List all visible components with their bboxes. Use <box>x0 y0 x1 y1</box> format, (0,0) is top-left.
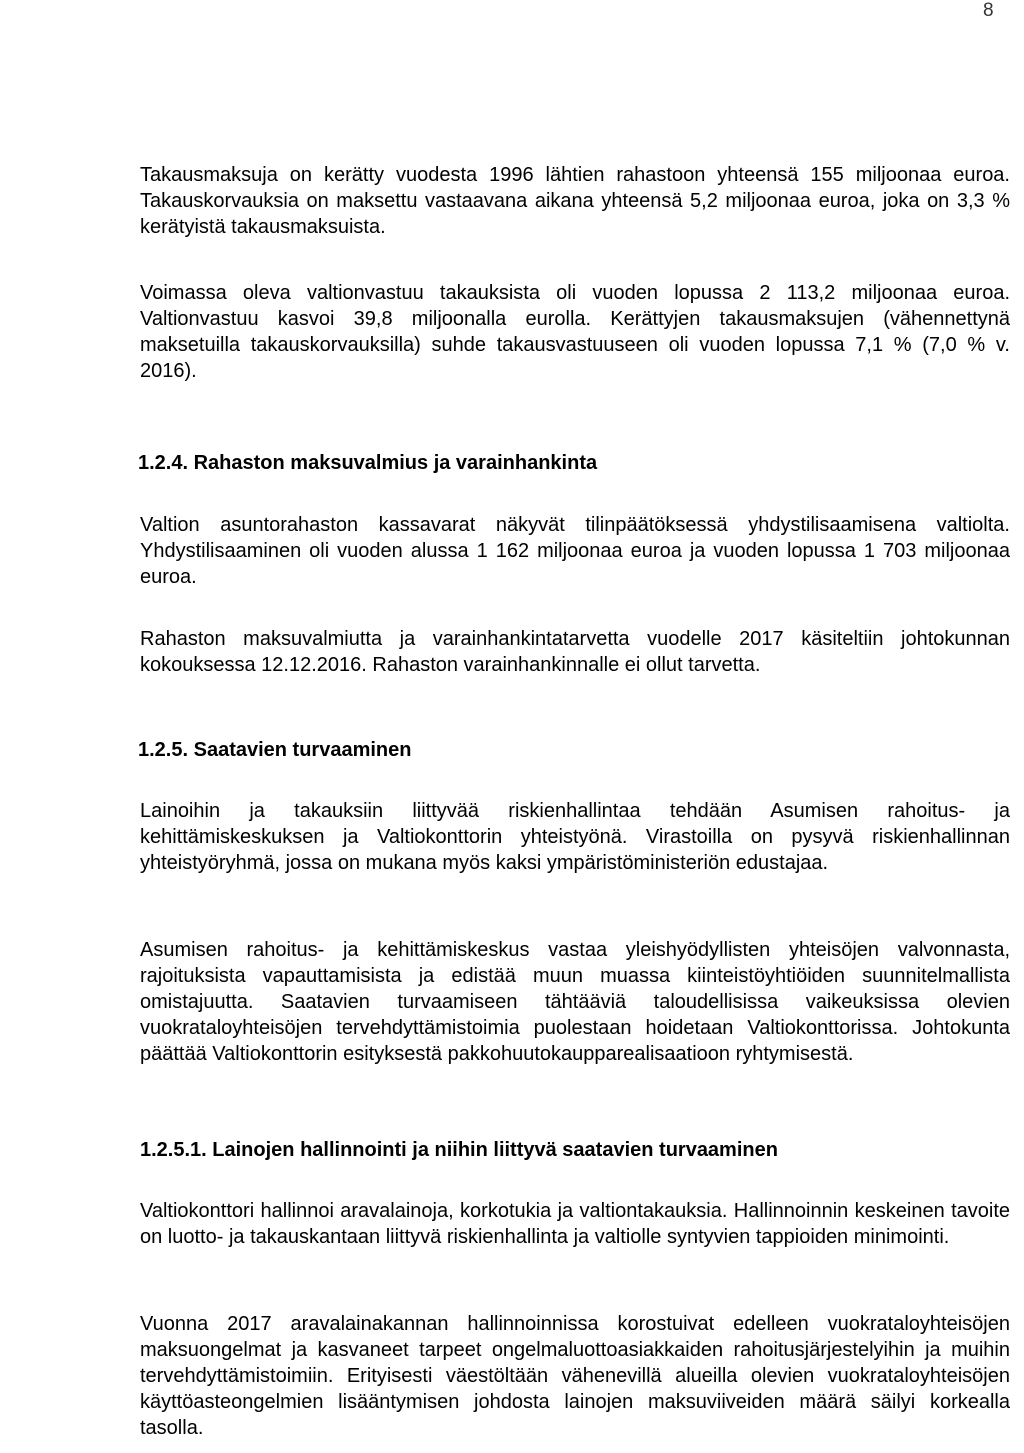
section-heading-1-2-4 <box>138 450 597 476</box>
section-number: 1.2.5. <box>138 739 189 761</box>
paragraph-supervision: Asumisen rahoitus- ja kehittämiskeskus vastaa yleishyödyllisten yhteisöjen valvonnasta, rajoituksista vapauttamisista ja edistää muun muassa kiinteistöyhtiöiden suunnitelmallista omistajuutta. Saatavien turvaamiseen tähtääviä taloudellisissa vaikeuksissa olevien vuokrataloyhteisöjen tervehdyttämistoimia puolestaan hoidetaan Valtiokonttorissa. Johtokunta päättää Valtiokonttorin esityksestä pakkohuutokaupparealisaatioon ryhtymisestä. <box>140 939 1010 1065</box>
section-heading-1-2-5-1 <box>140 1137 778 1163</box>
section-title: Saatavien turvaaminen <box>193 739 412 761</box>
paragraph-cash-funds: Valtion asuntorahaston kassavarat näkyvät tilinpäätöksessä yhdystilisaamisena valtiolta. Yhdystilisaaminen oli vuoden alussa 1 162 miljoonaa euroa ja vuoden lopussa 1 703 miljoonaa euroa. <box>140 514 1010 588</box>
paragraph-risk-management: Lainoihin ja takauksiin liittyvää riskienhallintaa tehdään Asumisen rahoitus- ja kehittämiskeskuksen ja Valtiokonttorin yhteistyönä. Virastoilla on pysyvä riskienhallinnan yhteistyöryhmä, jossa on mukana myös kaksi ympäristöministeriön edustajaa. <box>140 800 1010 874</box>
paragraph-liquidity: Rahaston maksuvalmiutta ja varainhankintatarvetta vuodelle 2017 käsiteltiin johtokunnan kokouksessa 12.12.2016. Rahaston varainhankinnalle ei ollut tarvetta. <box>140 628 1010 676</box>
page-number: 8 <box>983 0 994 21</box>
section-title: Rahaston maksuvalmius ja varainhankinta <box>193 452 598 474</box>
paragraph-state-liability: Voimassa oleva valtionvastuu takauksista oli vuoden lopussa 2 113,2 miljoonaa euroa. Valtionvastuu kasvoi 39,8 miljoonalla eurolla. Kerättyjen takausmaksujen (vähennettynä maksetuilla takauskorvauksilla) suhde takausvastuuseen oli vuoden lopussa 7,1 % (7,0 % v. 2016). <box>140 282 1010 382</box>
section-number: 1.2.5.1. <box>140 1139 207 1161</box>
paragraph-guarantee-fees: Takausmaksuja on kerätty vuodesta 1996 lähtien rahastoon yhteensä 155 miljoonaa euroa. Takauskorvauksia on maksettu vastaavana aikana yhteensä 5,2 miljoonaa euroa, joka on 3,3 % kerätyistä takausmaksuista. <box>140 164 1010 238</box>
paragraph-loan-administration: Valtiokonttori hallinnoi aravalainoja, korkotukia ja valtiontakauksia. Hallinnoinnin keskeinen tavoite on luotto- ja takauskantaan liittyvä riskienhallinta ja valtiolle syntyvien tappioiden minimointi. <box>140 1200 1010 1248</box>
section-heading-1-2-5 <box>138 737 411 763</box>
section-number: 1.2.4. <box>138 452 189 474</box>
section-title: Lainojen hallinnointi ja niihin liittyvä saatavien turvaaminen <box>212 1139 778 1161</box>
paragraph-loan-portfolio-2017: Vuonna 2017 aravalainakannan hallinnoinnissa korostuivat edelleen vuokrataloyhteisöjen maksuongelmat ja kasvaneet tarpeet ongelmaluottoasiakkaiden rahoitusjärjestelyihin ja muihin tervehdyttämistoimiin. Erityisesti väestöltään vähenevillä alueilla olevien vuokrataloyhteisöjen käyttöasteongelmien lisääntymisen johdosta lainojen maksuviiveiden määrä säilyi korkealla tasolla. <box>140 1313 1010 1439</box>
